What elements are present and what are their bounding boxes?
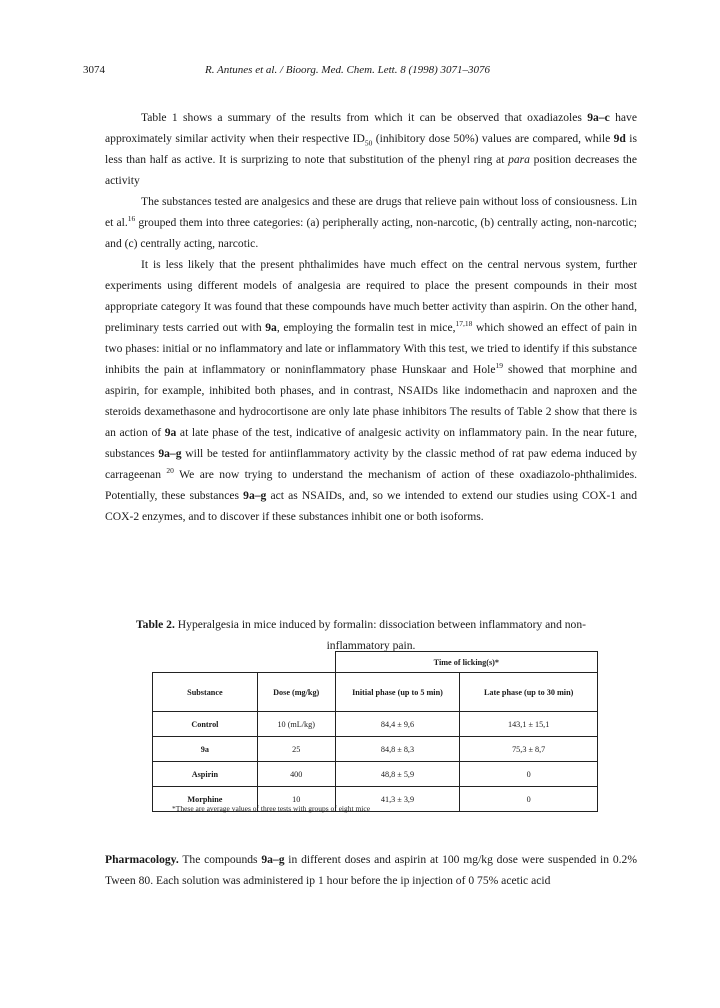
text-run: The substances tested are analgesics and these are drugs that relieve pain without loss of consiousness. Lin et al. <box>105 195 637 229</box>
paragraph-phthalimides <box>105 254 637 527</box>
table-row <box>153 712 598 737</box>
cell-initial: 48,8 ± 5,9 <box>335 762 460 787</box>
table-empty-cell <box>257 652 335 673</box>
text-run: showed that morphine and aspirin, for example, inhibited both phases, and in contrast, NSAIDs like indomethacin and naproxen and the steroids dexamethasone and hydrocortisone are only late phase inhibitors The results of Table 2 show that there is an action of <box>105 363 637 439</box>
text-run: It is less likely that the present phthalimides have much effect on the central nervous system, further experiments using different models of analgesia are required to place the present compounds in their most appropriate category It was found that these compounds have much better activity than aspirin. On the other hand, preliminary tests carried out with <box>105 258 637 334</box>
cell-dose: 400 <box>257 762 335 787</box>
cell-substance: Control <box>153 712 258 737</box>
table-empty-cell <box>153 652 258 673</box>
table-row <box>153 737 598 762</box>
table-group-header: Time of licking(s)* <box>335 652 597 673</box>
text-run: in different doses and aspirin at 100 mg/kg dose were suspended in 0.2% Tween 80. Each solution was administered ip 1 hour before the ip injection of 0 75% acetic acid <box>105 853 637 887</box>
cell-late: 75,3 ± 8,7 <box>460 737 598 762</box>
cell-dose: 10 (mL/kg) <box>257 712 335 737</box>
italic-term: para <box>508 153 530 166</box>
cell-late: 143,1 ± 15,1 <box>460 712 598 737</box>
table-header-row <box>153 673 598 712</box>
text-run: , employing the formalin test in mice, <box>276 321 456 334</box>
column-header-late-phase: Late phase (up to 30 min) <box>460 673 598 712</box>
citation-superscript: 17,18 <box>455 319 473 329</box>
compound-ref: 9d <box>613 132 626 145</box>
compound-ref: 9a–g <box>261 853 285 866</box>
table-caption <box>105 614 637 656</box>
text-run: which showed an effect of pain in two phases: initial or no inflammatory and late or inflammatory With this test, we tried to identify if this substance inhibits the pain at inflammatory or noninflammatory phase Hunskaar and Hole <box>105 321 637 376</box>
column-header-substance: Substance <box>153 673 258 712</box>
paragraph-analgesics <box>105 191 637 254</box>
cell-dose: 10 <box>257 787 335 812</box>
text-run: position decreases the activity <box>105 153 637 187</box>
results-table <box>152 651 598 812</box>
caption-text: Hyperalgesia in mice induced by formalin: dissociation between inflammatory and non- <box>174 618 587 631</box>
text-run: will be tested for antiinflammatory activity by the classic method of rat paw edema induced by carrageenan <box>105 447 638 481</box>
cell-late: 0 <box>460 762 598 787</box>
citation-superscript: 20 <box>166 466 174 476</box>
compound-ref: 9a–c <box>587 111 610 124</box>
section-heading: Pharmacology. <box>105 853 179 866</box>
cell-dose: 25 <box>257 737 335 762</box>
compound-ref: 9a–g <box>243 489 267 502</box>
paragraph-table1-summary <box>105 107 637 191</box>
cell-substance: Morphine <box>153 787 258 812</box>
body-text <box>105 107 637 527</box>
cell-initial: 84,4 ± 9,6 <box>335 712 460 737</box>
cell-substance: Aspirin <box>153 762 258 787</box>
compound-ref: 9a–g <box>158 447 182 460</box>
cell-initial: 84,8 ± 8,3 <box>335 737 460 762</box>
subscript: 50 <box>364 138 373 148</box>
column-header-dose: Dose (mg/kg) <box>257 673 335 712</box>
compound-ref: 9a <box>164 426 177 439</box>
cell-substance: 9a <box>153 737 258 762</box>
table-row <box>153 762 598 787</box>
citation-superscript: 19 <box>495 361 504 371</box>
citation-superscript: 16 <box>127 214 136 224</box>
text-run: (inhibitory dose 50%) values are compared, while <box>372 132 614 145</box>
caption-label: Table 2. <box>136 618 175 631</box>
text-run: We are now trying to understand the mechanism of action of these oxadiazolo-phthalimides. Potentially, these substances <box>105 468 638 502</box>
text-run: have approximately similar activity when their respective ID <box>105 111 637 145</box>
text-run: The compounds <box>178 853 262 866</box>
compound-ref: 9a <box>265 321 277 334</box>
pharmacology-section <box>105 849 637 891</box>
page-number: 3074 <box>83 64 105 76</box>
text-run: at late phase of the test, indicative of analgesic activity on inflammatory pain. In the near future, substances <box>105 426 637 460</box>
cell-late: 0 <box>460 787 598 812</box>
text-run: grouped them into three categories: (a) peripherally acting, non-narcotic, (b) centrally acting, non-narcotic; and (c) centrally acting, narcotic. <box>105 216 638 250</box>
cell-initial: 41,3 ± 3,9 <box>335 787 460 812</box>
page-header <box>83 64 638 80</box>
text-run: is less than half as active. It is surprizing to note that substitution of the phenyl ring at <box>105 132 637 166</box>
paragraph-pharmacology <box>105 849 637 891</box>
running-head: R. Antunes et al. / Bioorg. Med. Chem. Lett. 8 (1998) 3071–3076 <box>205 64 491 76</box>
table-group-header-row <box>153 652 598 673</box>
caption-line <box>105 614 637 635</box>
text-run: Table 1 shows a summary of the results from which it can be observed that oxadiazoles <box>141 111 588 124</box>
table-footnote: *These are average values of three tests with groups of eight mice <box>172 804 371 813</box>
caption-line: inflammatory pain. <box>326 639 416 652</box>
text-run: act as NSAIDs, and, so we intended to extend our studies using COX-1 and COX-2 enzymes, and to discover if these substances inhibit one or both isoforms. <box>105 489 637 523</box>
column-header-initial-phase: Initial phase (up to 5 min) <box>335 673 460 712</box>
